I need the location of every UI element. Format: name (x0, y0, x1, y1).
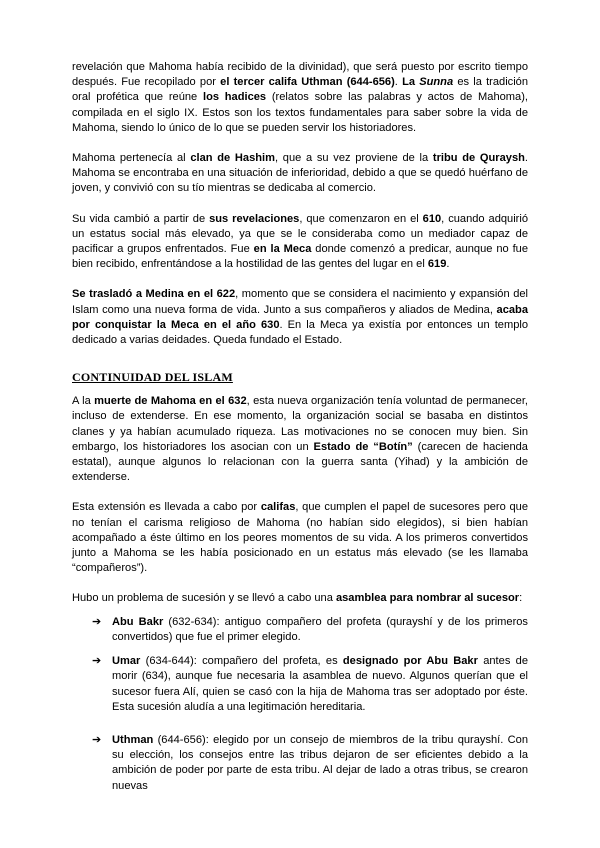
text-run: el tercer califa Uthman (644-656) (220, 76, 395, 89)
section-heading: CONTINUIDAD DEL ISLAM (72, 370, 233, 385)
text-run: 610 (422, 212, 442, 225)
text-run: . En la Meca ya existía por entonces un templo dedicado a varias deidades. Queda fundado el Estado. (72, 318, 528, 347)
list-item-text (112, 655, 528, 713)
text-run: Uthman (112, 733, 154, 746)
text-run: Esta extensión es llevada a cabo por (72, 501, 261, 514)
text-run: Estado de “Botín” (313, 440, 413, 453)
text-run: revelación que Mahoma había recibido de la divinidad), que será puesto por escrito tiempo después. Fue recopilado por (72, 61, 528, 89)
text-run: los hadices (202, 91, 267, 104)
successor-list (72, 615, 528, 794)
paragraph-sunna (72, 60, 528, 136)
text-run: muerte de Mahoma en el 632 (94, 395, 247, 408)
document-page (72, 60, 528, 803)
text-run: acaba por conquistar la Meca en el año 630 (72, 303, 528, 331)
text-run: , momento que se considera el nacimiento y expansión del Islam como una nueva forma de vida. Junto a sus compañeros y aliados de Medina, (72, 288, 529, 316)
text-run: . (446, 258, 450, 271)
text-run: califas (260, 501, 296, 514)
text-run: , esta nueva organización tenía voluntad de permanecer, incluso de extenderse. En ese momento, la organización social se basaba en distintos clanes y ya habían acumulado riqueza. Las motivaciones no se conocen muy bien. Sin embargo, los historiadores los asocian con un (72, 395, 528, 453)
text-run: clan de Hashim (190, 152, 275, 165)
text-run: Abu Bakr (112, 615, 164, 628)
paragraph-muerte-mahoma (72, 394, 528, 485)
text-run: asamblea para nombrar al sucesor (335, 592, 520, 605)
text-run: designado por Abu Bakr (342, 655, 478, 668)
text-run: antes de morir (634), aunque fue necesaria la asamblea de nuevo. Algunos querían que el sucesor fuera Alí, quien se casó con la hija de Mahoma tras ser adoptado por éste. Esta sucesión aludía a una legitimación hereditaria. (112, 655, 528, 713)
text-run: (relatos sobre las palabras y actos de Mahoma), compilada en el siglo IX. Estos son los textos fundamentales para saber sobre la vida de Mahoma, siendo lo único de lo que se pueden servir los historiadores. (72, 91, 528, 134)
text-run: (632-634): antiguo compañero del profeta (qurayshí y de los primeros convertidos) que fue el primer elegido. (112, 615, 528, 643)
text-run: : (519, 592, 523, 605)
text-run: (carecen de hacienda estatal), aunque algunos lo relacionan con la guerra santa (Yihad) y la ambición de extenderse. (72, 440, 528, 484)
list-item-text (112, 616, 528, 643)
text-run: La (402, 76, 420, 89)
text-run: Mahoma pertenecía al (72, 152, 191, 165)
text-run: sus revelaciones (209, 212, 300, 225)
text-run: , que cumplen el papel de sucesores pero que no tenían el carisma religioso de Mahoma (no habían sido elegidos), si bien habían acompañado a éste último en los peores momentos de su vida. A los primeros convertidos junto a Mahoma se les había posicionado en un estatus más elevado (se les llamaba “compañeros”). (72, 501, 528, 575)
text-run: Sunna (419, 76, 454, 89)
paragraph-califas (72, 500, 528, 576)
text-run: donde comenzó a predicar, aunque no fue bien recibido, enfrentándose a la hostilidad de las gentes del lugar en el (72, 243, 528, 271)
paragraph-hashim (72, 151, 528, 197)
list-item-uthman (72, 733, 528, 794)
arrow-icon: ➔ (92, 733, 102, 746)
arrow-icon: ➔ (92, 655, 102, 668)
text-run: Su vida cambió a partir de (72, 212, 210, 225)
text-run: Se trasladó a Medina en el 622 (72, 288, 236, 301)
text-run: , que comenzaron en el (299, 212, 423, 225)
text-run: en la Meca (253, 243, 312, 256)
list-item-umar (72, 654, 528, 715)
text-run: (634-644): compañero del profeta, es (140, 655, 343, 668)
text-run: . Mahoma se encontraba en una situación de inferioridad, debido a que se quedó huérfano de joven, y convivió con su tío mientras se dedicaba al comercio. (72, 152, 528, 195)
paragraph-sucesion (72, 591, 528, 606)
text-run: tribu de Quraysh (432, 152, 525, 165)
text-run: (644-656): elegido por un consejo de miembros de la tribu qurayshí. Con su elección, los consejos entre las tribus dejaron de ser eficientes debido a la ambición de poder por parte de esta tribu. Al dejar de lado a otras tribus, se crearon nuevas (112, 733, 528, 792)
text-run: . (394, 76, 403, 89)
text-run: 619 (427, 258, 447, 271)
list-item-abu-bakr (72, 615, 528, 645)
paragraph-medina (72, 287, 528, 348)
text-run: Hubo un problema de sucesión y se llevó a cabo una (72, 592, 336, 605)
text-run: A la (72, 395, 95, 408)
arrow-icon: ➔ (92, 615, 102, 628)
paragraph-revelaciones (72, 212, 528, 273)
text-run: , cuando adquirió un estatus social más elevado, ya que se le consideraba como un mediador capaz de pacificar a grupos enfrentados. Fue (72, 212, 528, 256)
text-run: es la tradición oral profética que reúne (72, 76, 529, 104)
text-run: Umar (112, 655, 141, 668)
list-item-text (112, 734, 528, 792)
text-run: , que a su vez proviene de la (274, 152, 433, 165)
